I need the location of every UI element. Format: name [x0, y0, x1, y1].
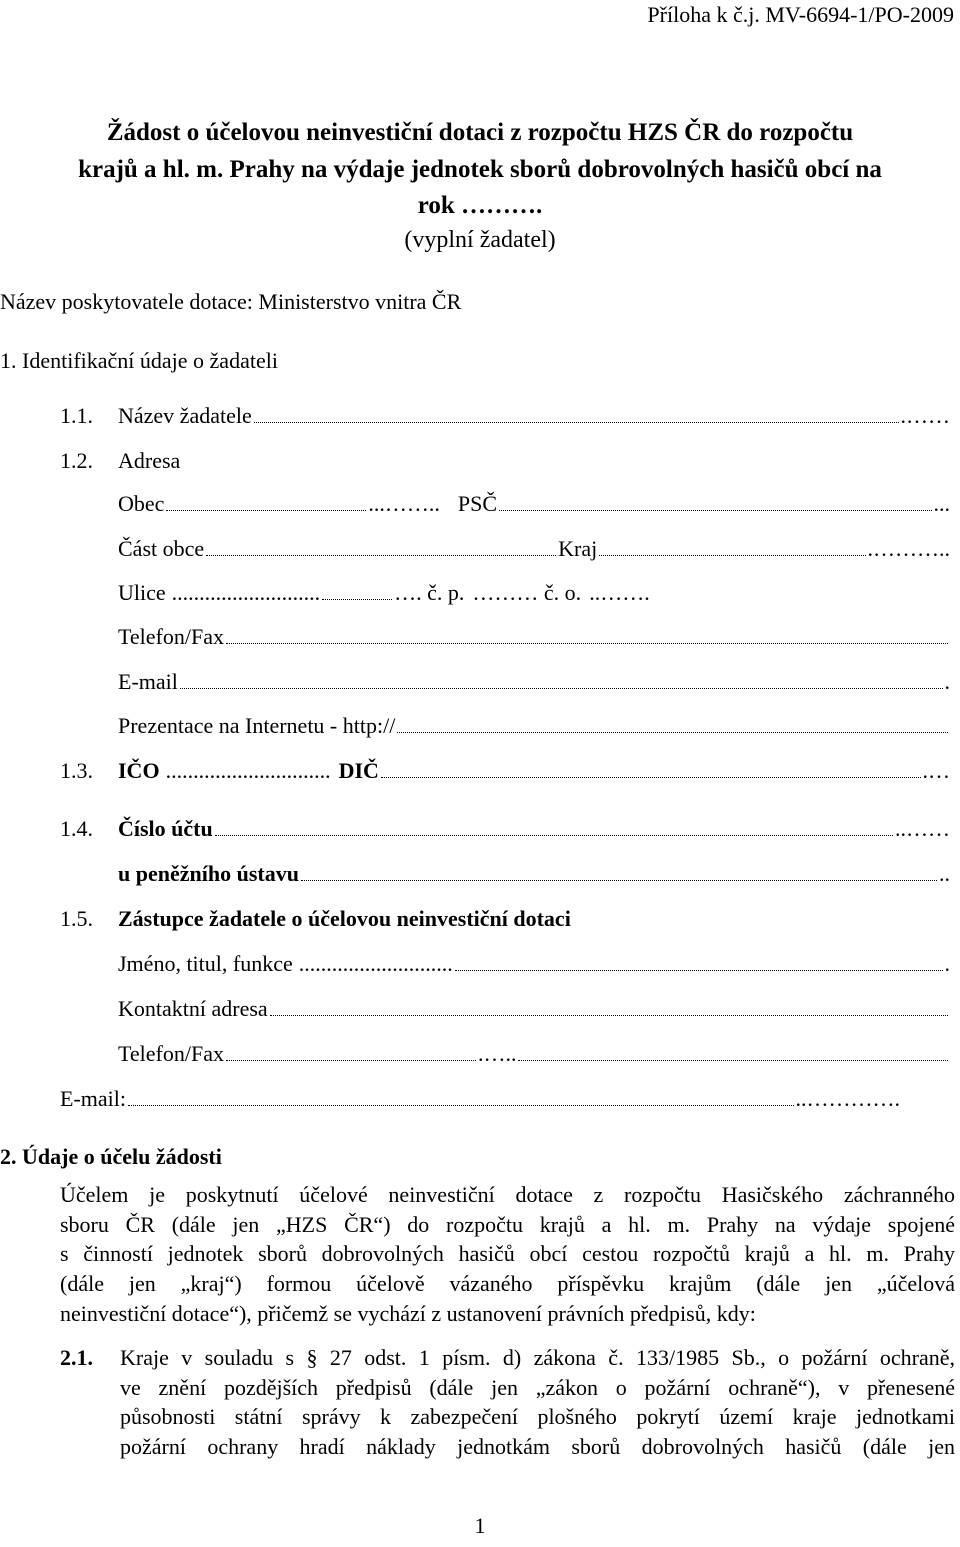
- document-reference: Příloha k č.j. MV-6694-1/PO-2009: [647, 2, 954, 27]
- rep-name-field[interactable]: ............................: [298, 951, 453, 976]
- email-row: [118, 671, 950, 693]
- ulice-field-extra[interactable]: [322, 595, 392, 600]
- rep-email-row: [60, 1088, 900, 1110]
- rep-address-label: Kontaktní adresa: [118, 996, 268, 1021]
- item-2-1-line-2: ve znění pozdějších předpisů (dále jen „zákon o požární ochraně“), v přenesené: [120, 1375, 955, 1400]
- ico-row: [60, 760, 950, 782]
- cast-obce-row: [118, 538, 950, 560]
- rep-address-row: [118, 998, 950, 1020]
- email-field[interactable]: [180, 684, 943, 689]
- web-field[interactable]: [397, 728, 948, 733]
- section-1-heading: 1. Identifikační údaje o žadateli: [0, 348, 278, 373]
- applicant-name-field[interactable]: [254, 418, 899, 423]
- provider-line: Název poskytovatele dotace: Ministerstvo vnitra ČR: [0, 289, 462, 314]
- field-tail: ..………….: [795, 1086, 900, 1111]
- rep-name-label: Jméno, titul, funkce: [118, 951, 293, 976]
- applicant-name-label: Název žadatele: [118, 403, 252, 428]
- item-number: 1.1.: [60, 403, 93, 428]
- item-number: 1.5.: [60, 906, 93, 931]
- item-number: 1.2.: [60, 448, 93, 473]
- purpose-paragraph-line-2: sboru ČR (dále jen „HZS ČR“) do rozpočtu krajů a hl. m. Prahy na výdaje spojené: [60, 1212, 955, 1237]
- rep-telfax-field[interactable]: [226, 1056, 476, 1061]
- representative-heading: Zástupce žadatele o účelovou neinvestiční dotaci: [118, 906, 571, 931]
- kraj-field[interactable]: [599, 551, 865, 556]
- account-field[interactable]: [215, 831, 893, 836]
- cast-obce-label: Část obce: [118, 536, 205, 561]
- rep-telfax-label: Telefon/Fax: [118, 1041, 224, 1066]
- cp-label: …. č. p.: [394, 580, 465, 605]
- field-tail: .…: [922, 758, 950, 783]
- purpose-paragraph-line-4: (dále jen „kraj“) formou účelově vázaného příspěvku krajům (dále jen „účelová: [60, 1271, 955, 1296]
- ulice-row: [118, 582, 950, 604]
- address-row: [60, 450, 180, 472]
- web-row: [118, 715, 950, 737]
- field-tail: ...……..: [368, 491, 440, 516]
- bank-row: [118, 863, 950, 885]
- item-number: 1.4.: [60, 816, 93, 841]
- rep-address-field[interactable]: [270, 1011, 948, 1016]
- field-tail: ..……: [895, 816, 950, 841]
- ulice-label: Ulice: [118, 580, 166, 605]
- field-tail: .………..: [867, 536, 950, 561]
- address-label: Adresa: [118, 448, 181, 473]
- item-2-1-line-1: Kraje v souladu s § 27 odst. 1 písm. d) zákona č. 133/1985 Sb., o požární ochraně,: [120, 1345, 955, 1370]
- title-line-2: krajů a hl. m. Prahy na výdaje jednotek sborů dobrovolných hasičů obcí na: [78, 156, 882, 183]
- web-label: Prezentace na Internetu - http://: [118, 713, 396, 738]
- purpose-paragraph-line-1: Účelem je poskytnutí účelové neinvestiční dotace z rozpočtu Hasičského záchranného: [60, 1182, 955, 1207]
- ulice-field[interactable]: ...........................: [171, 580, 321, 605]
- title-line-1: Žádost o účelovou neinvestiční dotaci z rozpočtu HZS ČR do rozpočtu: [106, 119, 854, 146]
- bank-label: u peněžního ústavu: [118, 861, 299, 886]
- dic-field[interactable]: [381, 773, 921, 778]
- ico-label: IČO: [118, 758, 160, 783]
- obec-row: [118, 493, 950, 515]
- title-subtitle: (vyplní žadatel): [404, 227, 556, 253]
- co-label: ……… č. o.: [472, 580, 582, 605]
- kraj-label: Kraj: [558, 536, 598, 561]
- cast-obce-field[interactable]: [206, 551, 556, 556]
- item-2-1-line-4: požární ochrany hradí náklady jednotkám sborů dobrovolných hasičů (dále jen: [120, 1434, 955, 1459]
- page-number: 1: [474, 1513, 486, 1538]
- field-tail: .…..: [477, 1041, 517, 1066]
- rep-name-field-extra[interactable]: [455, 966, 943, 971]
- account-row: [60, 818, 950, 840]
- obec-field[interactable]: [166, 506, 366, 511]
- telfax-field[interactable]: [226, 639, 948, 644]
- telfax-row: [118, 626, 950, 648]
- field-tail: .: [944, 669, 950, 694]
- item-number: 2.1.: [60, 1345, 93, 1370]
- field-tail: ..…….: [589, 580, 650, 605]
- rep-email-field[interactable]: [128, 1101, 794, 1106]
- rep-telfax-field-extra[interactable]: [518, 1056, 948, 1061]
- rep-email-label: E-mail:: [60, 1086, 126, 1111]
- ico-field[interactable]: ..............................: [165, 758, 331, 783]
- title-line-3: rok ……….: [417, 192, 543, 219]
- field-tail: .: [944, 951, 950, 976]
- field-tail: ...: [933, 491, 950, 516]
- psc-field[interactable]: [499, 506, 931, 511]
- purpose-paragraph-line-5: neinvestiční dotace“), přičemž se vychází z ustanovení právních předpisů, kdy:: [60, 1301, 756, 1326]
- purpose-paragraph-line-3: s činností jednotek sborů dobrovolných hasičů obcí cestou rozpočtů krajů a hl. m. Prahy: [60, 1241, 955, 1266]
- dic-label: DIČ: [338, 758, 379, 783]
- item-number: 1.3.: [60, 758, 93, 783]
- bank-field[interactable]: [301, 876, 937, 881]
- telfax-label: Telefon/Fax: [118, 624, 224, 649]
- rep-telfax-row: [118, 1043, 950, 1065]
- field-tail: .……: [900, 403, 950, 428]
- account-label: Číslo účtu: [118, 816, 213, 841]
- item-2-1-line-3: působnosti státní správy k zabezpečení plošného pokrytí území kraje jednotkami: [120, 1404, 955, 1429]
- applicant-name-row: [60, 405, 950, 427]
- rep-name-row: [118, 953, 950, 975]
- representative-heading-row: [60, 908, 571, 930]
- field-tail: ..: [939, 861, 950, 886]
- obec-label: Obec: [118, 491, 165, 516]
- email-label: E-mail: [118, 669, 178, 694]
- psc-label: PSČ: [457, 491, 498, 516]
- section-2-heading: 2. Údaje o účelu žádosti: [0, 1144, 222, 1169]
